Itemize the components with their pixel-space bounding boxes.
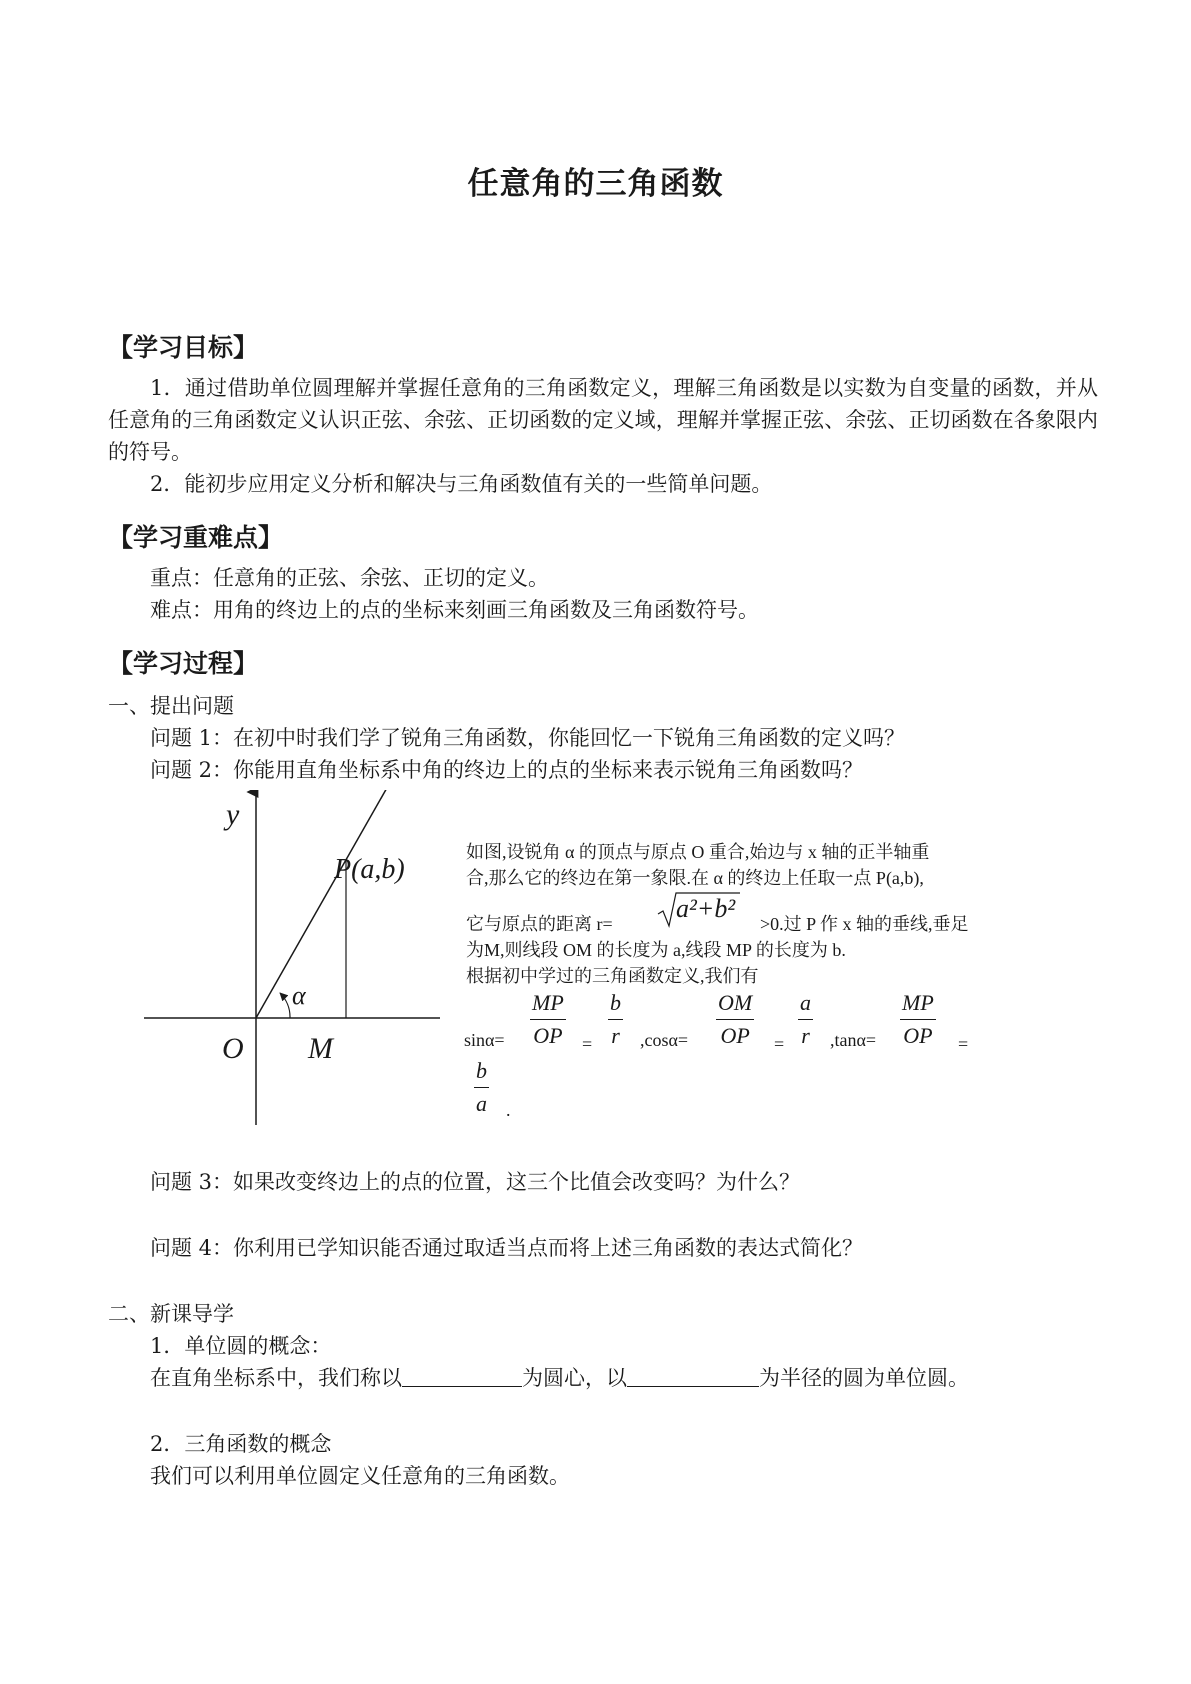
question-1: 问题 1：在初中时我们学了锐角三角函数，你能回忆一下锐角三角函数的定义吗？ bbox=[150, 726, 906, 750]
part-1-heading: 一、提出问题 bbox=[108, 694, 234, 718]
unit-circle-text-b: 为圆心，以 bbox=[522, 1366, 627, 1390]
numerator-b: b bbox=[476, 1058, 487, 1083]
numerator-a: a bbox=[800, 990, 811, 1015]
sin-label: sinα= bbox=[464, 1030, 505, 1050]
fraction-mp-op-tan bbox=[900, 990, 936, 1049]
fraction-a-r bbox=[798, 990, 813, 1049]
numerator-mp: MP bbox=[902, 990, 934, 1015]
equals-sign-1: = bbox=[582, 1034, 593, 1054]
objective-1: 1．通过借助单位圆理解并掌握任意角的三角函数定义，理解三角函数是以实数为自变量的函数，并从任意角的三角函数定义认识正弦、余弦、正切函数的定义域，理解并掌握正弦、余弦、正切函数在各象限内的符号。 bbox=[108, 376, 1098, 464]
fraction-bar bbox=[530, 1019, 566, 1020]
period: . bbox=[506, 1100, 511, 1120]
foot-m-label: M bbox=[308, 1032, 333, 1065]
equals-sign-3: = bbox=[958, 1034, 969, 1054]
alpha-label: α bbox=[292, 981, 306, 1010]
angle-arc bbox=[280, 993, 290, 1018]
denominator-op: OP bbox=[903, 1023, 933, 1048]
blank-radius[interactable] bbox=[627, 1364, 759, 1387]
question-2: 问题 2：你能用直角坐标系中角的终边上的点的坐标来表示锐角三角函数吗？ bbox=[150, 758, 864, 782]
numerator-mp: MP bbox=[532, 990, 564, 1015]
fraction-bar bbox=[716, 1019, 754, 1020]
numerator-om: OM bbox=[718, 990, 753, 1015]
fraction-b-r bbox=[608, 990, 623, 1049]
fraction-bar bbox=[798, 1019, 813, 1020]
unit-circle-text-c: 为半径的圆为单位圆。 bbox=[759, 1366, 969, 1390]
key-point: 重点：任意角的正弦、余弦、正切的定义。 bbox=[150, 566, 549, 590]
terminal-side bbox=[256, 790, 388, 1018]
equals-sign-2: = bbox=[774, 1034, 785, 1054]
blank-center[interactable] bbox=[402, 1364, 522, 1387]
fraction-b-a bbox=[474, 1058, 489, 1117]
coordinate-figure bbox=[140, 790, 460, 1130]
explanation-line-4: 为M,则线段 OM 的长度为 a,线段 MP 的长度为 b. bbox=[466, 940, 846, 960]
trig-concept-text: 我们可以利用单位圆定义任意角的三角函数。 bbox=[150, 1464, 570, 1488]
fraction-bar bbox=[474, 1087, 489, 1088]
trig-concept-title: 2．三角函数的概念 bbox=[150, 1432, 332, 1456]
denominator-op: OP bbox=[533, 1023, 563, 1048]
objectives-heading: 【学习目标】 bbox=[108, 333, 259, 362]
denominator-op: OP bbox=[720, 1023, 750, 1048]
unit-circle-title: 1．单位圆的概念： bbox=[150, 1334, 332, 1358]
fraction-bar bbox=[608, 1019, 623, 1020]
denominator-r: r bbox=[801, 1023, 810, 1048]
y-axis-label: y bbox=[226, 798, 240, 831]
tan-label: ,tanα= bbox=[830, 1030, 877, 1050]
point-p-label: P(a,b) bbox=[334, 854, 405, 885]
explanation-line-5: 根据初中学过的三角函数定义,我们有 bbox=[466, 966, 759, 986]
denominator-r: r bbox=[611, 1023, 620, 1048]
process-heading: 【学习过程】 bbox=[108, 649, 259, 678]
cos-label: ,cosα= bbox=[640, 1030, 689, 1050]
part-2-heading: 二、新课导学 bbox=[108, 1302, 234, 1326]
numerator-b: b bbox=[610, 990, 621, 1015]
objective-2: 2．能初步应用定义分析和解决与三角函数值有关的一些简单问题。 bbox=[150, 472, 773, 496]
explanation-line-2: 合,那么它的终边在第一象限.在 α 的终边上任取一点 P(a,b), bbox=[466, 868, 924, 888]
fraction-om-op bbox=[716, 990, 754, 1049]
origin-label: O bbox=[222, 1032, 244, 1065]
unit-circle-definition bbox=[150, 1362, 969, 1394]
explanation-line-1: 如图,设锐角 α 的顶点与原点 O 重合,始边与 x 轴的正半轴重 bbox=[466, 842, 930, 862]
fraction-mp-op-sin bbox=[530, 990, 566, 1049]
difficult-point: 难点：用角的终边上的点的坐标来刻画三角函数及三角函数符号。 bbox=[150, 598, 759, 622]
sqrt-expression: a²+b² bbox=[676, 894, 736, 923]
explanation-line-3b: >0.过 P 作 x 轴的垂线,垂足 bbox=[760, 914, 969, 934]
explanation-line-3a: 它与原点的距离 r= bbox=[466, 914, 613, 934]
question-3: 问题 3：如果改变终边上的点的位置，这三个比值会改变吗？为什么？ bbox=[150, 1170, 801, 1194]
fraction-bar bbox=[900, 1019, 936, 1020]
unit-circle-text-a: 在直角坐标系中，我们称以 bbox=[150, 1366, 402, 1390]
key-heading: 【学习重难点】 bbox=[108, 523, 284, 552]
page-title: 任意角的三角函数 bbox=[467, 166, 724, 202]
question-4: 问题 4：你利用已学知识能否通过取适当点而将上述三角函数的表达式简化？ bbox=[150, 1236, 864, 1260]
denominator-a: a bbox=[476, 1091, 487, 1116]
